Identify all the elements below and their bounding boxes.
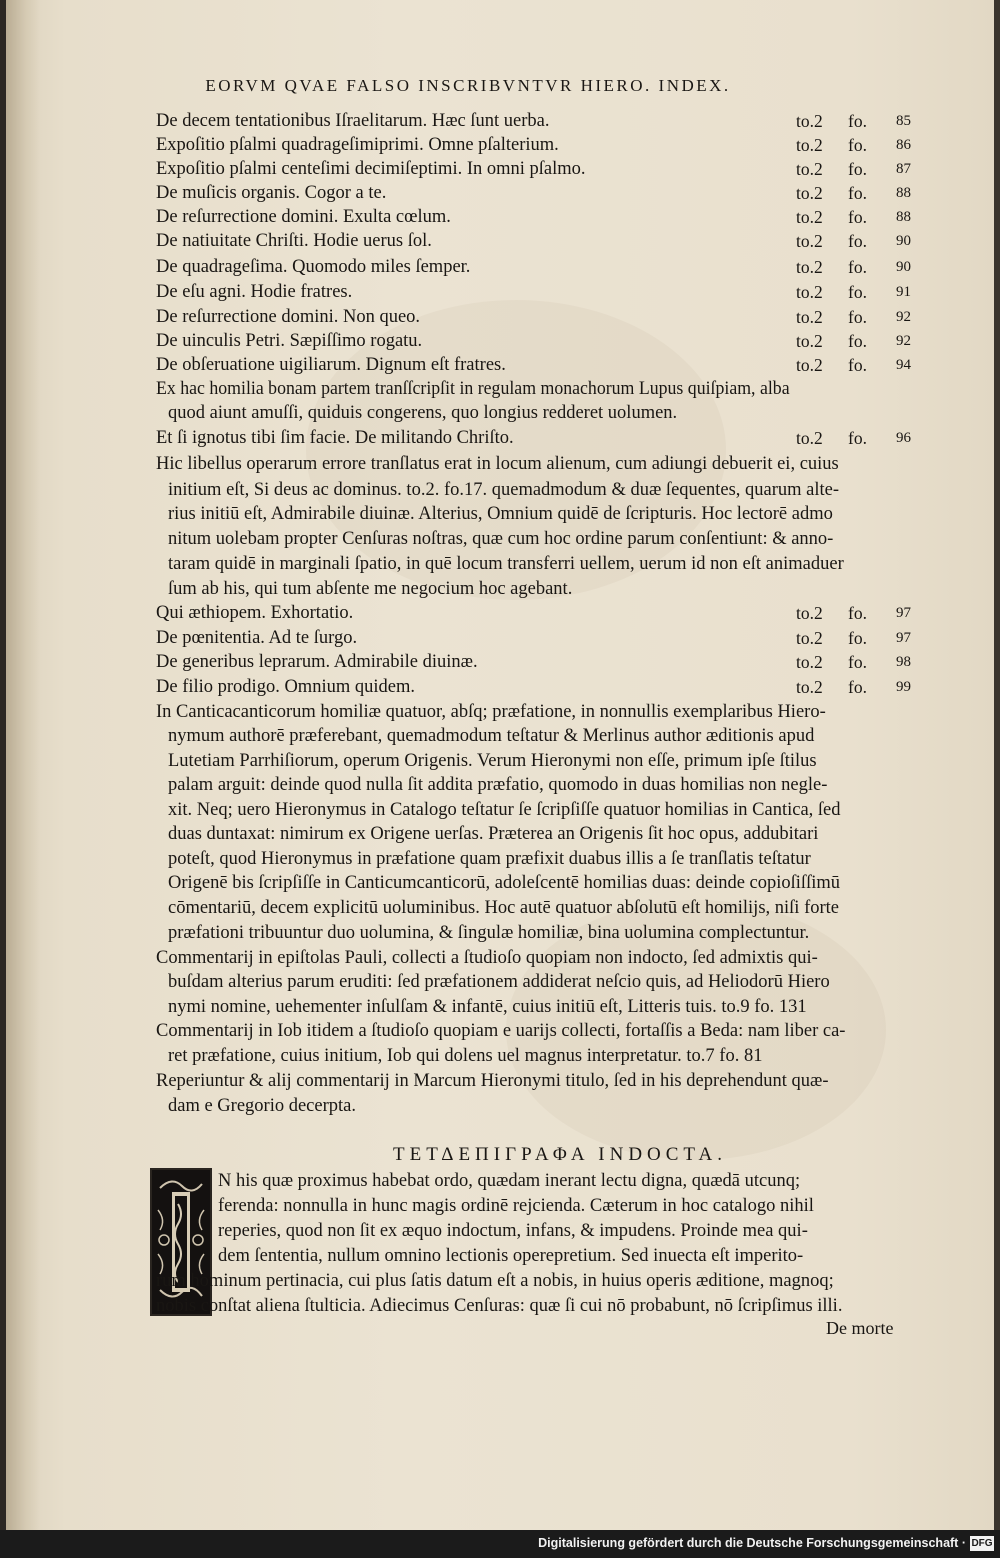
note-line: In Canticacanticorum homiliæ quatuor, abſq; præfatione, in nonnullis exemplaribus Hiero-: [156, 702, 826, 722]
entry-folio-number: 86: [896, 137, 911, 153]
note-line: palam arguit: deinde quod nulla ſit addita præfatio, quomodo in duas homilias non negle-: [168, 775, 828, 795]
entry-folio-number: 90: [896, 259, 911, 275]
entry-folio-number: 92: [896, 309, 911, 325]
closing-line: ferenda: nonnulla in hunc magis ordinē rejcienda. Cæterum in hoc catalogo nihil: [218, 1196, 814, 1216]
dfg-logo: DFG: [971, 1538, 993, 1549]
entry-tome: to.2: [796, 652, 823, 672]
entry-folio-number: 88: [896, 209, 911, 225]
entry-folio-number: 97: [896, 630, 911, 646]
note-line: Hic libellus operarum errore tranſlatus erat in locum alienum, cum adiungi debuerit ei, cuius: [156, 454, 839, 474]
entry-folio-label: fo.: [848, 307, 867, 327]
entry-folio-number: 91: [896, 284, 911, 300]
entry-text: De reſurrectione domini. Exulta cœlum.: [156, 207, 451, 227]
entry-folio-label: fo.: [848, 652, 867, 672]
note-line: Commentarij in epiſtolas Pauli, collecti a ſtudioſo quopiam non indocto, ſed admixtis qui-: [156, 948, 818, 968]
entry-tome: to.2: [796, 355, 823, 375]
entry-text: De obſeruatione uigiliarum. Dignum eſt fratres.: [156, 355, 506, 375]
entry-text: De decem tentationibus Iſraelitarum. Hæc ſunt uerba.: [156, 111, 550, 131]
entry-text: De natiuitate Chriſti. Hodie uerus ſol.: [156, 231, 432, 251]
note-line: rius initiū eſt, Admirabile diuinæ. Alterius, Omnium quidē de ſcripturis. Hoc lectorē admo: [168, 504, 833, 524]
section-title: ΤΕΤΔΕΠΙΓΡΑΦΑ INDOCTA.: [393, 1144, 727, 1165]
footer-bar: [0, 1530, 1000, 1558]
entry-tome: to.2: [796, 111, 823, 131]
entry-text: De pœnitentia. Ad te ſurgo.: [156, 628, 358, 648]
entry-folio-label: fo.: [848, 331, 867, 351]
entry-tome: to.2: [796, 603, 823, 623]
entry-tome: to.2: [796, 159, 823, 179]
entry-text: Qui æthiopem. Exhortatio.: [156, 603, 354, 623]
funding-credit: Digitalisierung gefördert durch die Deutsche Forschungsgemeinschaft ·: [538, 1536, 966, 1550]
note-line: Ex hac homilia bonam partem tranſſcripſit in regulam monachorum Lupus quiſpiam, alba: [156, 379, 790, 399]
closing-line: nobis conſtat aliena ſtulticia. Adiecimus Cenſuras: quæ ſi cui nō probabunt, nō ſcripſimus illi.: [156, 1296, 843, 1316]
entry-folio-number: 96: [896, 430, 911, 446]
entry-folio-label: fo.: [848, 231, 867, 251]
note-line: ret præfatione, cuius initium, Iob qui dolens uel magnus interpretatur. to.7 fo. 81: [168, 1046, 763, 1066]
entry-folio-label: fo.: [848, 159, 867, 179]
page-gutter: [6, 0, 40, 1530]
entry-folio-label: fo.: [848, 355, 867, 375]
entry-text: De uinculis Petri. Sæpiſſimo rogatu.: [156, 331, 423, 351]
entry-tome: to.2: [796, 183, 823, 203]
entry-folio-number: 92: [896, 333, 911, 349]
entry-folio-number: 98: [896, 654, 911, 670]
entry-text: Expoſitio pſalmi quadrageſimiprimi. Omne pſalterium.: [156, 135, 559, 155]
note-line: nymum authorē præferebant, quemadmodum teſtatur & Merlinus author æditionis apud: [168, 726, 815, 746]
note-line: Commentarij in Iob itidem a ſtudioſo quopiam e uarijs collecti, fortaſſis a Beda: nam liber ca-: [156, 1021, 846, 1041]
entry-folio-number: 99: [896, 679, 911, 695]
entry-text: Et ſi ignotus tibi ſim facie. De militando Chriſto.: [156, 428, 514, 448]
entry-folio-label: fo.: [848, 603, 867, 623]
note-line: initium eſt, Si deus ac dominus. to.2. fo.17. quemadmodum & duæ ſequentes, quarum alte-: [168, 480, 840, 500]
closing-line: N his quæ proximus habebat ordo, quædam inerant lectu digna, quædā utcunq;: [218, 1171, 801, 1191]
entry-tome: to.2: [796, 257, 823, 277]
note-line: Origenē bis ſcripſiſſe in Canticumcanticorū, adoleſcentē homilias duas: deinde copioſiſſimū: [168, 873, 840, 893]
note-line: poteſt, quod Hieronymus in præfatione quam præfixit duabus illis a ſe tranſlatis teſtatur: [168, 849, 811, 869]
note-line: Reperiuntur & alij commentarij in Marcum Hieronymi titulo, ſed in his deprehendunt quæ-: [156, 1071, 829, 1091]
entry-folio-label: fo.: [848, 428, 867, 448]
closing-line: reperies, quod non ſit ex æquo indoctum, infans, & impudens. Proinde mea qui-: [218, 1221, 808, 1241]
note-line: præfationi tribuuntur duo uolumina, & ſingulæ homiliæ, bina uolumina complectuntur.: [168, 923, 810, 943]
entry-tome: to.2: [796, 231, 823, 251]
entry-folio-number: 87: [896, 161, 911, 177]
note-line: quod aiunt amuſſi, quiduis congerens, quo longius redderet uolumen.: [168, 403, 678, 423]
entry-folio-number: 88: [896, 185, 911, 201]
running-header: EORVM QVAE FALSO INSCRIBVNTVR HIERO. INDEX.: [205, 76, 731, 95]
entry-folio-label: fo.: [848, 183, 867, 203]
entry-tome: to.2: [796, 307, 823, 327]
note-line: duas duntaxat: nimirum ex Origene uerſas. Præterea an Origenis ſit hoc opus, addubitari: [168, 824, 819, 844]
entry-folio-number: 94: [896, 357, 911, 373]
closing-line: dem ſententia, nullum omnino lectionis operepretium. Sed inuecta eſt imperito-: [218, 1246, 804, 1266]
entry-folio-number: 97: [896, 605, 911, 621]
note-line: Lutetiam Parrhiſiorum, operum Origenis. Verum Hieronymi non eſſe, primum ipſe ſtilus: [168, 751, 817, 771]
closing-line: rum hominum pertinacia, cui plus ſatis datum eſt a nobis, in huius operis æditione, magnoq;: [156, 1271, 834, 1291]
note-line: nitum uolebam propter Cenſuras noſtras, quæ cum hoc ordine parum conſentiunt: & anno-: [168, 529, 834, 549]
note-line: nymi nomine, uehementer inſulſam & infantē, cuius initiū eſt, Litteris tuis. to.9 fo. 131: [168, 997, 807, 1017]
entry-tome: to.2: [796, 207, 823, 227]
entry-folio-label: fo.: [848, 135, 867, 155]
entry-text: De generibus leprarum. Admirabile diuinæ.: [156, 652, 478, 672]
page-edge: [994, 0, 1000, 1530]
entry-folio-label: fo.: [848, 207, 867, 227]
entry-folio-label: fo.: [848, 257, 867, 277]
entry-text: De reſurrectione domini. Non queo.: [156, 307, 421, 327]
entry-text: De eſu agni. Hodie fratres.: [156, 282, 353, 302]
entry-folio-label: fo.: [848, 111, 867, 131]
entry-tome: to.2: [796, 135, 823, 155]
entry-text: De muſicis organis. Cogor a te.: [156, 183, 387, 203]
entry-folio-label: fo.: [848, 677, 867, 697]
entry-text: De filio prodigo. Omnium quidem.: [156, 677, 415, 697]
entry-text: De quadrageſima. Quomodo miles ſemper.: [156, 257, 471, 277]
entry-folio-number: 90: [896, 233, 911, 249]
entry-folio-number: 85: [896, 113, 911, 129]
entry-folio-label: fo.: [848, 282, 867, 302]
note-line: ſum ab his, qui tum abſente me negocium hoc agebant.: [168, 579, 573, 599]
entry-tome: to.2: [796, 331, 823, 351]
note-line: xit. Neq; uero Hieronymus in Catalogo teſtatur ſe ſcripſiſſe quatuor homilias in Cantica, ſed: [168, 800, 841, 820]
note-line: buſdam alterius parum eruditi: ſed præfationem addiderat neſcio quis, ad Heliodorū Hiero: [168, 972, 830, 992]
catchword: De morte: [826, 1318, 894, 1338]
entry-tome: to.2: [796, 282, 823, 302]
entry-text: Expoſitio pſalmi centeſimi decimiſeptimi. In omni pſalmo.: [156, 159, 586, 179]
entry-tome: to.2: [796, 677, 823, 697]
entry-tome: to.2: [796, 428, 823, 448]
note-line: taram quidē in marginali ſpatio, in quē locum transferri uellem, uerum id non eſt animaduer: [168, 554, 844, 574]
note-line: cōmentariū, decem explicitū uoluminibus. Hoc autē quatuor abſolutū eſt homilijs, niſi forte: [168, 898, 839, 918]
entry-tome: to.2: [796, 628, 823, 648]
entry-folio-label: fo.: [848, 628, 867, 648]
note-line: dam e Gregorio decerpta.: [168, 1096, 356, 1116]
